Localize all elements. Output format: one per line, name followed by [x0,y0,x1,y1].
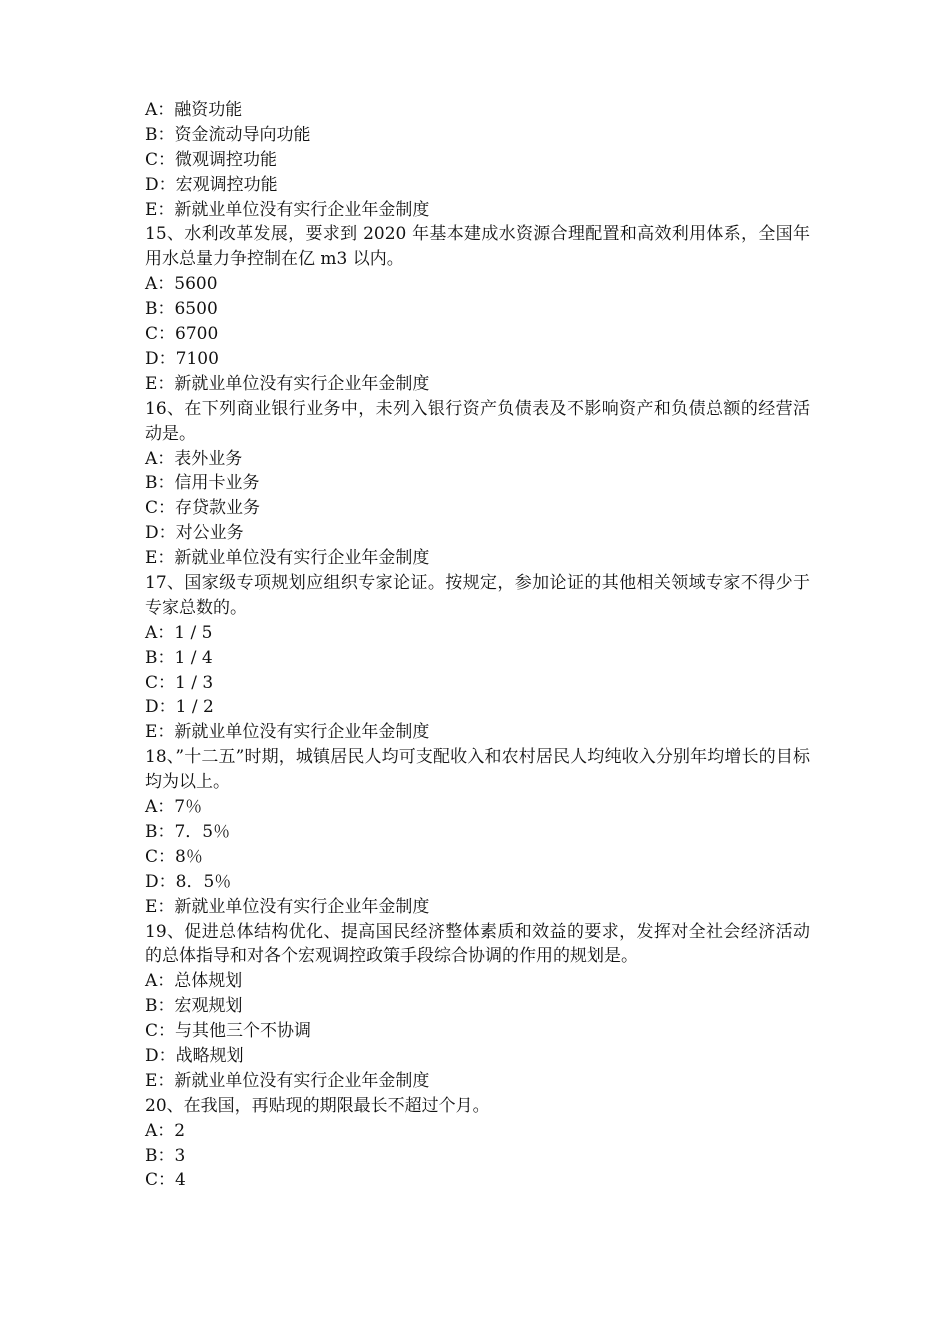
answer-option: D：8．5％ [145,871,232,892]
answer-option: E：新就业单位没有实行企业年金制度 [145,373,430,394]
answer-option: E：新就业单位没有实行企业年金制度 [145,1070,430,1091]
answer-option: A：5600 [145,274,218,295]
answer-option: D：宏观调控功能 [145,174,278,195]
answer-option: D：7100 [145,348,219,369]
answer-option: B：6500 [145,299,218,320]
document-page [145,98,810,1193]
answer-option: B：3 [145,1145,186,1166]
answer-option: A：融资功能 [145,100,243,120]
answer-option: E：新就业单位没有实行企业年金制度 [145,896,430,917]
answer-option: B：7．5％ [145,821,231,842]
question-text: 19、促进总体结构优化、提高国民经济整体素质和效益的要求，发挥对全社会经济活动的总体指导和对各个宏观调控政策手段综合协调的作用的规划是。 [145,921,810,967]
answer-option: E：新就业单位没有实行企业年金制度 [145,548,430,569]
answer-option: B：宏观规划 [145,996,243,1017]
answer-option: E：新就业单位没有实行企业年金制度 [145,199,430,220]
answer-option: B：信用卡业务 [145,473,260,494]
answer-option: B：1 / 4 [145,647,213,668]
answer-option: A：表外业务 [145,448,243,469]
question-text: 17、国家级专项规划应组织专家论证。按规定，参加论证的其他相关领域专家不得少于专家总数的。 [145,572,810,618]
question-text: 18、”十二五”时期，城镇居民人均可支配收入和农村居民人均纯收入分别年均增长的目标均为以上。 [145,747,810,793]
answer-option: C：1 / 3 [145,672,214,693]
answer-option: C：与其他三个不协调 [145,1021,312,1042]
question-text: 20、在我国，再贴现的期限最长不超过个月。 [145,1095,490,1116]
answer-option: D：对公业务 [145,523,244,544]
answer-option: C：6700 [145,324,219,345]
answer-option: C：微观调控功能 [145,149,278,170]
answer-option: E：新就业单位没有实行企业年金制度 [145,722,430,743]
answer-option: A：2 [145,1120,186,1141]
answer-option: D：1 / 2 [145,697,214,718]
answer-option: A：1 / 5 [145,622,213,643]
question-text: 15、水利改革发展，要求到 2020 年基本建成水资源合理配置和高效利用体系，全国年用水总量力争控制在亿 m3 以内。 [145,224,810,270]
answer-option: D：战略规划 [145,1046,244,1066]
answer-option: C：4 [145,1170,186,1191]
question-text: 16、在下列商业银行业务中，未列入银行资产负债表及不影响资产和负债总额的经营活动是。 [145,398,810,444]
answer-option: C：8％ [145,846,203,867]
answer-option: A：7％ [145,797,203,818]
answer-option: C：存贷款业务 [145,498,261,519]
answer-option: B：资金流动导向功能 [145,124,311,145]
answer-option: A：总体规划 [145,971,243,992]
